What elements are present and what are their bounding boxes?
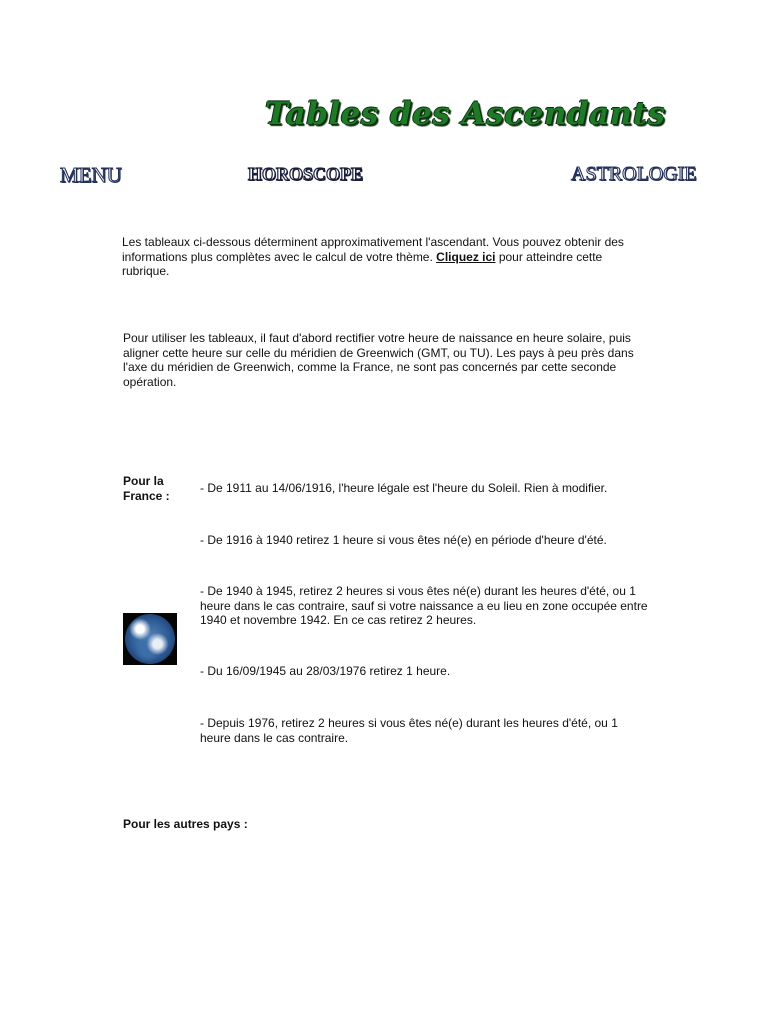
nav-horoscope-link[interactable]: HOROSCOPE <box>248 164 364 184</box>
page-title: Tables des Ascendants <box>265 96 666 132</box>
intro-text-after: pour atteindre cette rubrique. <box>122 249 603 278</box>
usage-paragraph: Pour utiliser les tableaux, il faut d'abord rectifier votre heure de naissance en heure solaire, puis aligner cette heure sur celle du méridien de Greenwich (GMT, ou TU). Les pays à peu près dans l'axe du méridien de Greenwich, comme la France, ne sont pas concernés par cette seconde opération. <box>123 331 634 389</box>
nav-menu-link[interactable]: MENU <box>60 163 122 187</box>
france-rule-1: - De 1911 au 14/06/1916, l'heure légale est l'heure du Soleil. Rien à modifier. <box>200 481 608 495</box>
globe-earth-icon <box>123 613 177 665</box>
france-rule-5: - Depuis 1976, retirez 2 heures si vous êtes né(e) durant les heures d'été, ou 1 heure dans le cas contraire. <box>200 716 618 745</box>
nav-astrologie-link[interactable]: ASTROLOGIE <box>571 163 697 185</box>
intro-text-before: Les tableaux ci-dessous déterminent approximativement l'ascendant. Vous pouvez obtenir des informations plus complètes avec le calcul de votre thème. <box>122 235 624 264</box>
france-rule-3: - De 1940 à 1945, retirez 2 heures si vous êtes né(e) durant les heures d'été, ou 1 heure dans le cas contraire, sauf si votre naissance a eu lieu en zone occupée entre 1940 et novembre 1942. En ce cas retirez 2 heures. <box>200 584 648 627</box>
france-rule-2: - De 1916 à 1940 retirez 1 heure si vous êtes né(e) en période d'heure d'été. <box>200 533 607 547</box>
cliquez-ici-link[interactable]: Cliquez ici <box>436 249 496 264</box>
intro-paragraph <box>122 235 642 279</box>
globe-sphere <box>125 614 175 664</box>
france-rule-4: - Du 16/09/1945 au 28/03/1976 retirez 1 heure. <box>200 664 451 678</box>
france-section-label: Pour la France : <box>123 474 170 503</box>
other-countries-label: Pour les autres pays : <box>123 817 248 831</box>
